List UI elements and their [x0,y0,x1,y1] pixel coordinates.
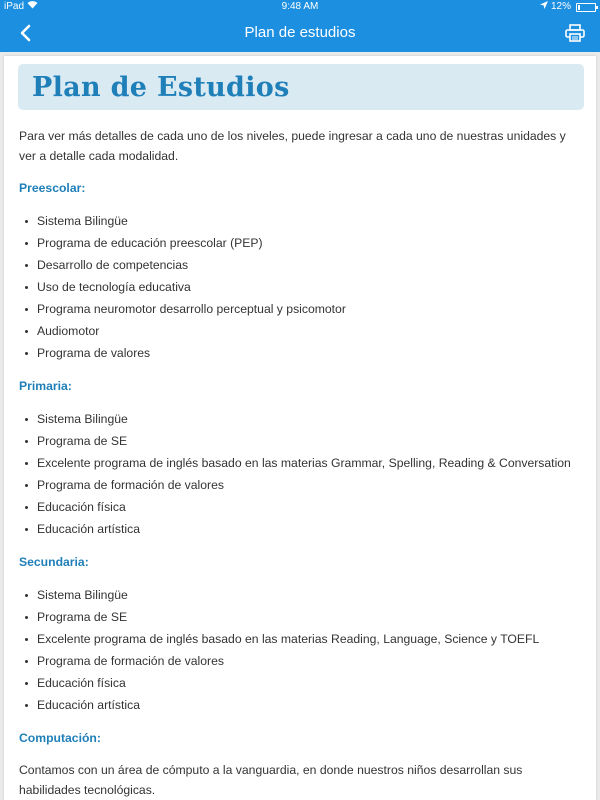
status-bar [0,0,600,14]
list-item: Desarrollo de competencias [37,254,582,276]
print-button[interactable] [562,20,588,46]
list-preescolar [19,210,582,364]
list-item: Programa neuromotor desarrollo perceptual y psicomotor [37,298,582,320]
list-item: Sistema Bilingüe [37,584,582,606]
page-heading: Plan de Estudios [32,71,290,103]
list-item: Educación física [37,496,582,518]
printer-icon [565,24,585,42]
list-primaria [19,408,582,540]
device-label: iPad [4,1,25,12]
section-title-primaria: Primaria: [19,379,72,393]
content-body [4,126,596,800]
list-item: Excelente programa de inglés basado en las materias Grammar, Spelling, Reading & Conversation [37,452,582,474]
intro-text: Para ver más detalles de cada uno de los niveles, puede ingresar a cada uno de nuestras unidades y ver a detalle cada modalidad. [19,129,566,163]
section-title-computacion: Computación: [19,731,101,745]
location-icon [540,0,548,14]
list-item: Educación artística [37,694,582,716]
list-item: Programa de valores [37,342,582,364]
battery-percent: 12% [550,1,571,12]
list-item: Programa de SE [37,430,582,452]
section-title-preescolar: Preescolar: [19,181,86,195]
list-item: Excelente programa de inglés basado en las materias Reading, Language, Science y TOEFL [37,628,582,650]
list-item: Sistema Bilingüe [37,210,582,232]
list-item: Sistema Bilingüe [37,408,582,430]
battery-fill [578,5,580,10]
section-title-secundaria: Secundaria: [19,555,89,569]
list-item: Programa de SE [37,606,582,628]
nav-bar [0,14,600,52]
list-secundaria [19,584,582,716]
computacion-text: Contamos con un área de cómputo a la vanguardia, en donde nuestros niños desarrollan sus habilidades tecnológicas. [19,763,523,797]
top-bar [0,0,600,52]
list-item: Uso de tecnología educativa [37,276,582,298]
content-page[interactable] [4,56,596,800]
heading-banner [18,64,584,110]
list-item: Educación física [37,672,582,694]
list-item: Programa de educación preescolar (PEP) [37,232,582,254]
list-item: Audiomotor [37,320,582,342]
status-time: 9:48 AM [281,1,319,12]
battery-icon [576,3,596,12]
list-item: Programa de formación de valores [37,474,582,496]
list-item: Programa de formación de valores [37,650,582,672]
list-item: Educación artística [37,518,582,540]
nav-title: Plan de estudios [244,24,356,41]
status-right [540,0,596,14]
